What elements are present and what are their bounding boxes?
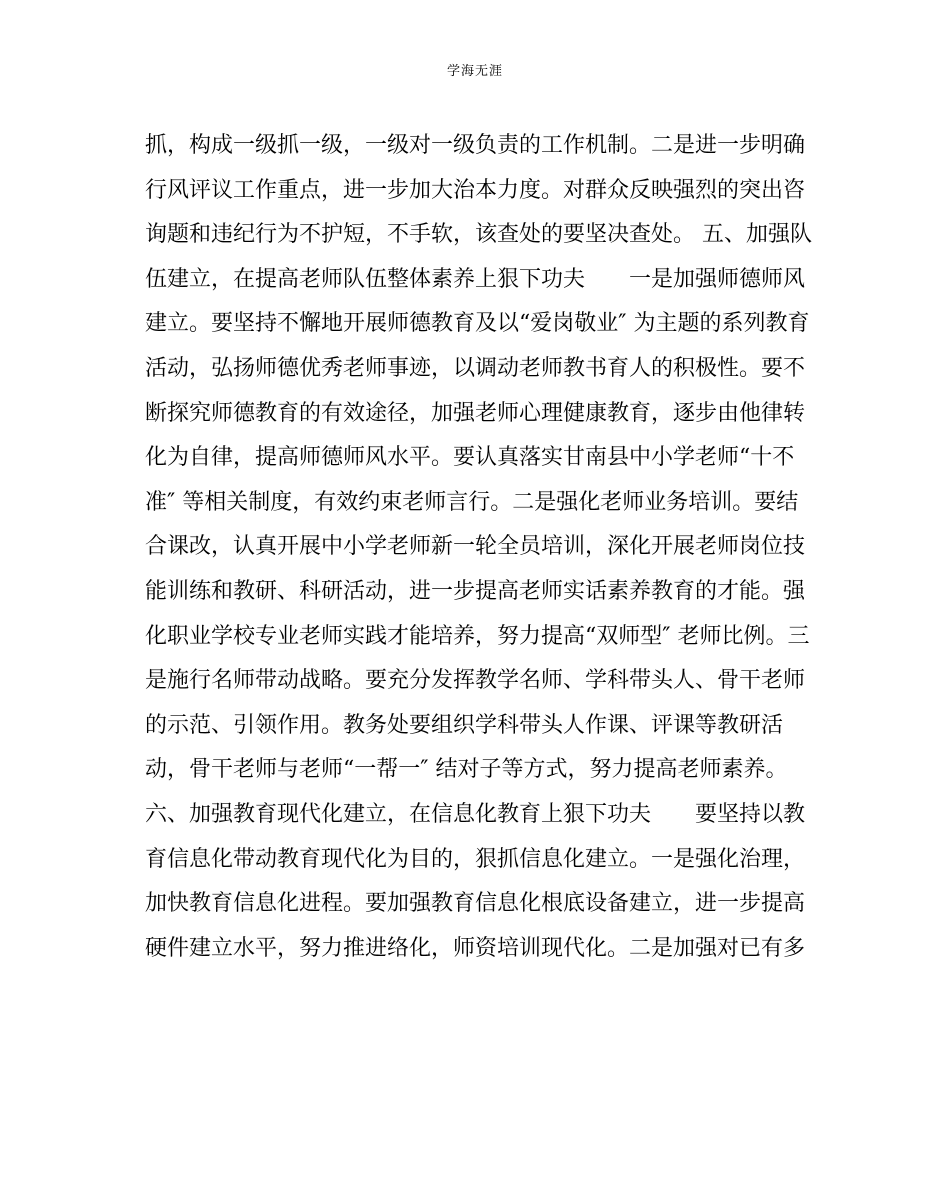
- text-line: 行风评议工作重点，进一步加大治本力度。对群众反映强烈的突出咨: [145, 177, 806, 203]
- text-line: 抓，构成一级抓一级，一级对一级负责的工作机制。二是进一步明确: [145, 133, 806, 158]
- page-header: 学海无涯: [446, 64, 503, 79]
- text-line: 断探究师德教育的有效途径，加强老师心理健康教育，逐步由他律转: [145, 400, 806, 426]
- text-line: 活动，弘扬师德优秀老师事迹，以调动老师教书育人的积极性。要不: [145, 355, 806, 381]
- text-line: 伍建立，在提高老师队伍整体素养上狠下功夫 一是加强师德师风: [145, 266, 806, 292]
- text-line: 化职业学校专业老师实践才能培养，努力提高“双师型″ 老师比例。三: [145, 623, 810, 649]
- body-text: [145, 124, 815, 971]
- text-line: 是施行名师带动战略。要充分发挥教学名师、学科带头人、骨干老师: [145, 668, 806, 694]
- text-line: 动，骨干老师与老师“一帮一″ 结对子等方式，努力提高老师素养。: [145, 757, 788, 783]
- text-line: 合课改，认真开展中小学老师新一轮全员培训，深化开展老师岗位技: [145, 534, 806, 560]
- text-line: 六、加强教育现代化建立，在信息化教育上狠下功夫 要坚持以教: [145, 801, 806, 827]
- text-line: 加快教育信息化进程。要加强教育信息化根底设备建立，进一步提高: [145, 891, 806, 917]
- text-line: 硬件建立水平，努力推进络化，师资培训现代化。二是加强对已有多: [145, 935, 806, 961]
- text-line: 育信息化带动教育现代化为目的，狠抓信息化建立。一是强化治理，: [145, 846, 806, 872]
- text-line: 准″ 等相关制度，有效约束老师言行。二是强化老师业务培训。要结: [145, 489, 799, 515]
- text-line: 化为自律，提高师德师风水平。要认真落实甘南县中小学老师“十不: [145, 445, 795, 471]
- text-line: 询题和违纪行为不护短，不手软，该查处的要坚决查处。 五、加强队: [145, 222, 812, 248]
- text-line: 能训练和教研、科研活动，进一步提高老师实话素养教育的才能。强: [145, 578, 806, 604]
- text-line: 的示范、引领作用。教务处要组织学科带头人作课、评课等教研活: [145, 712, 784, 738]
- text-line: 建立。要坚持不懈地开展师德教育及以“爱岗敬业″ 为主题的系列教育: [145, 311, 810, 337]
